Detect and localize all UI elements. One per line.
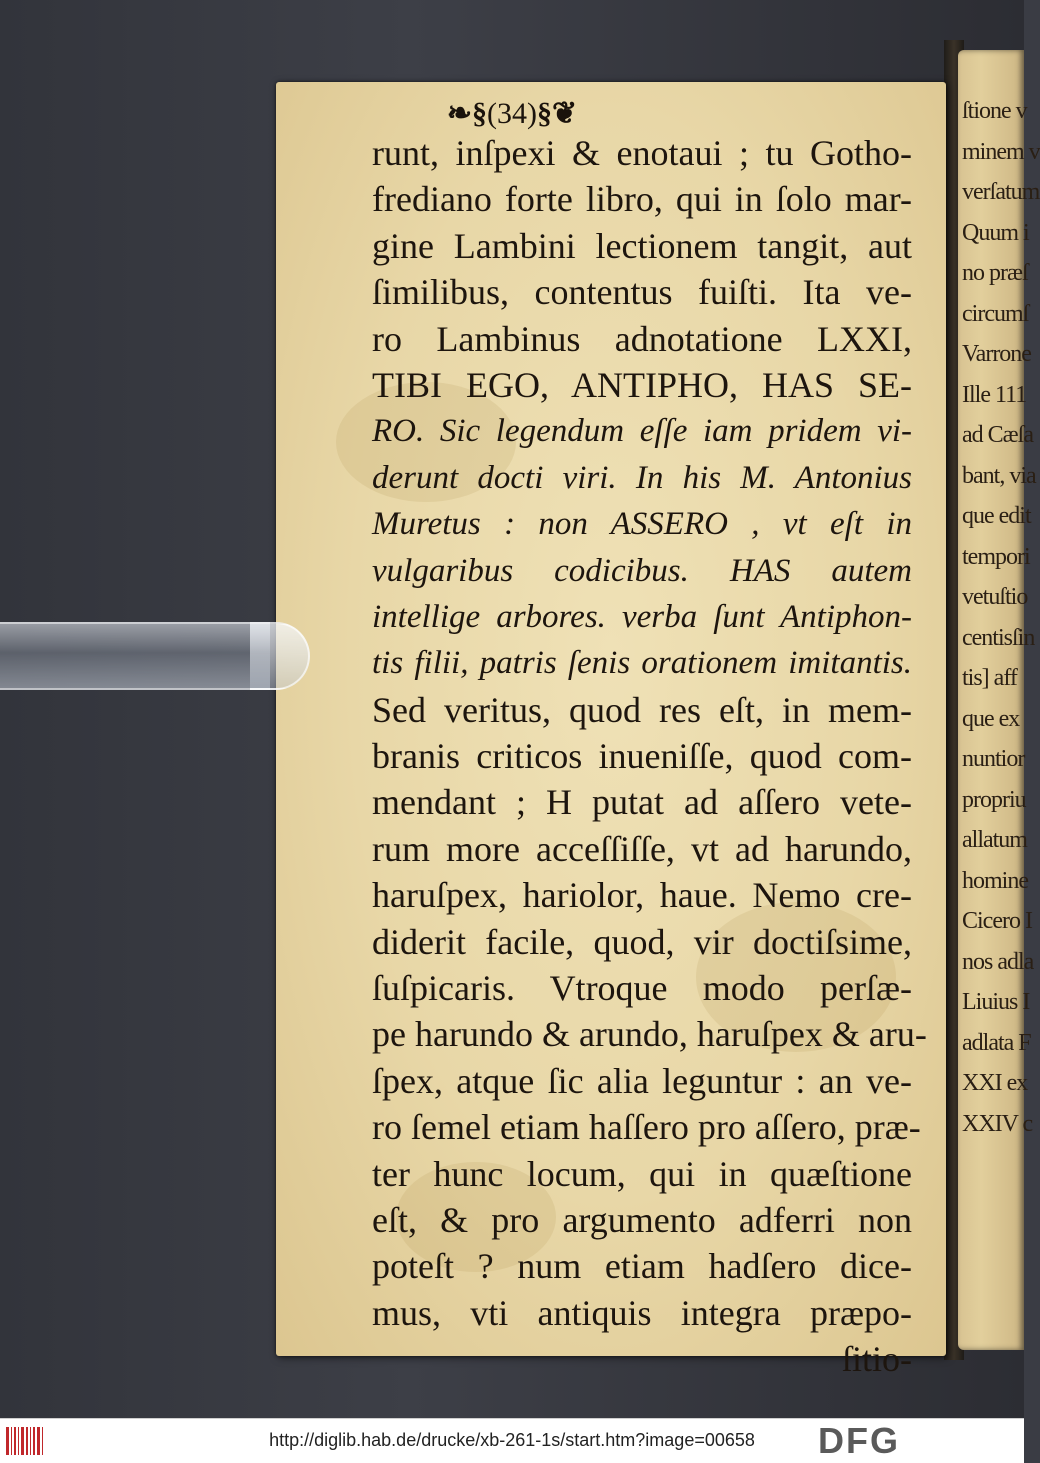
text-line: Sed veritus, quod res eſt, in mem-	[372, 689, 912, 730]
source-url[interactable]: http://diglib.hab.de/drucke/xb-261-1s/start.htm?image=00658	[269, 1430, 755, 1450]
adjacent-page-fragment: tempori	[962, 543, 1030, 570]
adjacent-page-fragment: vetuſtio	[962, 584, 1028, 610]
text-line: ſimilibus, contentus fuiſti. Ita ve-	[372, 272, 912, 313]
adjacent-page-fragment: no præſ	[962, 260, 1028, 286]
page-number: (34)	[487, 97, 537, 130]
adjacent-page-fragment: bant, via	[962, 462, 1036, 489]
text-line: gine Lambini lectionem tangit, aut	[372, 225, 912, 266]
text-line: intellige arbores. verba ſunt Antiphon-	[372, 598, 912, 635]
text-line: ro ſemel etiam haſſero pro aſſero, præ-	[372, 1107, 921, 1148]
adjacent-page-fragment: Cicero I	[962, 908, 1032, 934]
text-line: rum more acceſſiſſe, vt ad harundo,	[372, 828, 912, 869]
adjacent-page-fragment: verſatum	[962, 179, 1040, 205]
page-holder-tool	[0, 608, 312, 700]
text-line: tis filii, patris ſenis orationem imitantis.	[372, 645, 912, 682]
adjacent-page-fragment: centisſin	[962, 624, 1035, 651]
text-line: poteſt ? num etiam hadſero dice-	[372, 1246, 912, 1287]
adjacent-page-fragment: XXI ex	[962, 1070, 1028, 1096]
text-line: runt, inſpexi & enotaui ; tu Gotho-	[372, 133, 912, 173]
ornament-left: ❧§	[446, 97, 487, 130]
adjacent-page-fragment: ſtione v	[962, 98, 1027, 124]
text-line: Muretus : non ASSERO , vt eſt in	[372, 506, 912, 543]
adjacent-page-fragment: homine	[962, 867, 1028, 894]
adjacent-page-fragment: ad Cæſa	[962, 422, 1033, 448]
text-line: haruſpex, hariolor, haue. Nemo cre-	[372, 875, 912, 916]
adjacent-page-fragment: circumſ	[962, 300, 1029, 327]
adjacent-page-fragment: XXIV c	[962, 1110, 1033, 1137]
adjacent-page-fragment: Ille 111	[962, 381, 1027, 408]
text-line: ſitio-	[842, 1339, 912, 1380]
text-line: branis criticos inueniſſe, quod com-	[372, 736, 912, 777]
adjacent-page-fragment: nuntior	[962, 746, 1025, 772]
text-line: vulgaribus codicibus. HAS autem	[372, 552, 912, 589]
text-line: TIBI EGO, ANTIPHO, HAS SE-	[372, 364, 912, 405]
holder-tip	[250, 622, 310, 690]
viewer-footer	[0, 1418, 1024, 1463]
text-line: eſt, & pro argumento adferri non	[372, 1199, 912, 1240]
text-line: diderit facile, quod, vir doctiſsime,	[372, 921, 912, 962]
text-line: pe harundo & arundo, haruſpex & aru-	[372, 1014, 927, 1055]
text-line: derunt docti viri. In his M. Antonius	[372, 459, 912, 496]
text-line: ter hunc locum, qui in quæſtione	[372, 1153, 912, 1194]
adjacent-page-fragment: que ex	[962, 705, 1020, 732]
adjacent-page-fragment: nos adla	[962, 948, 1034, 975]
adjacent-page-fragment: allatum	[962, 827, 1027, 853]
text-line: RO. Sic legendum eſſe iam pridem vi-	[372, 413, 912, 450]
page-header	[0, 96, 1024, 131]
text-line: ſuſpicaris. Vtroque modo perſæ-	[372, 968, 912, 1009]
text-line: ro Lambinus adnotatione LXXI,	[372, 318, 912, 359]
adjacent-page-fragment: propriu	[962, 786, 1026, 813]
text-line: frediano forte libro, qui in ſolo mar-	[372, 179, 912, 220]
dfg-logo: DFG	[818, 1420, 900, 1461]
adjacent-page-fragment: que edit	[962, 503, 1031, 529]
text-line: ſpex, atque ſic alia leguntur : an ve-	[372, 1060, 912, 1101]
adjacent-page-fragment: minem v	[962, 138, 1040, 165]
page-body-text	[372, 130, 927, 1383]
adjacent-page-fragment: Varrone	[962, 341, 1031, 367]
adjacent-page-fragment: adlata F	[962, 1029, 1031, 1056]
adjacent-page-fragment: Liuius I	[962, 989, 1030, 1015]
holder-shaft	[0, 622, 270, 690]
adjacent-page-edge	[958, 50, 1040, 1350]
text-line: mendant ; H putat ad aſſero vete-	[372, 782, 912, 823]
adjacent-page-fragment: Quum i	[962, 219, 1029, 246]
adjacent-page-fragment: tis] aff	[962, 665, 1017, 691]
ornament-right: §❦	[536, 97, 578, 130]
text-line: mus, vti antiquis integra præpo-	[372, 1292, 912, 1333]
